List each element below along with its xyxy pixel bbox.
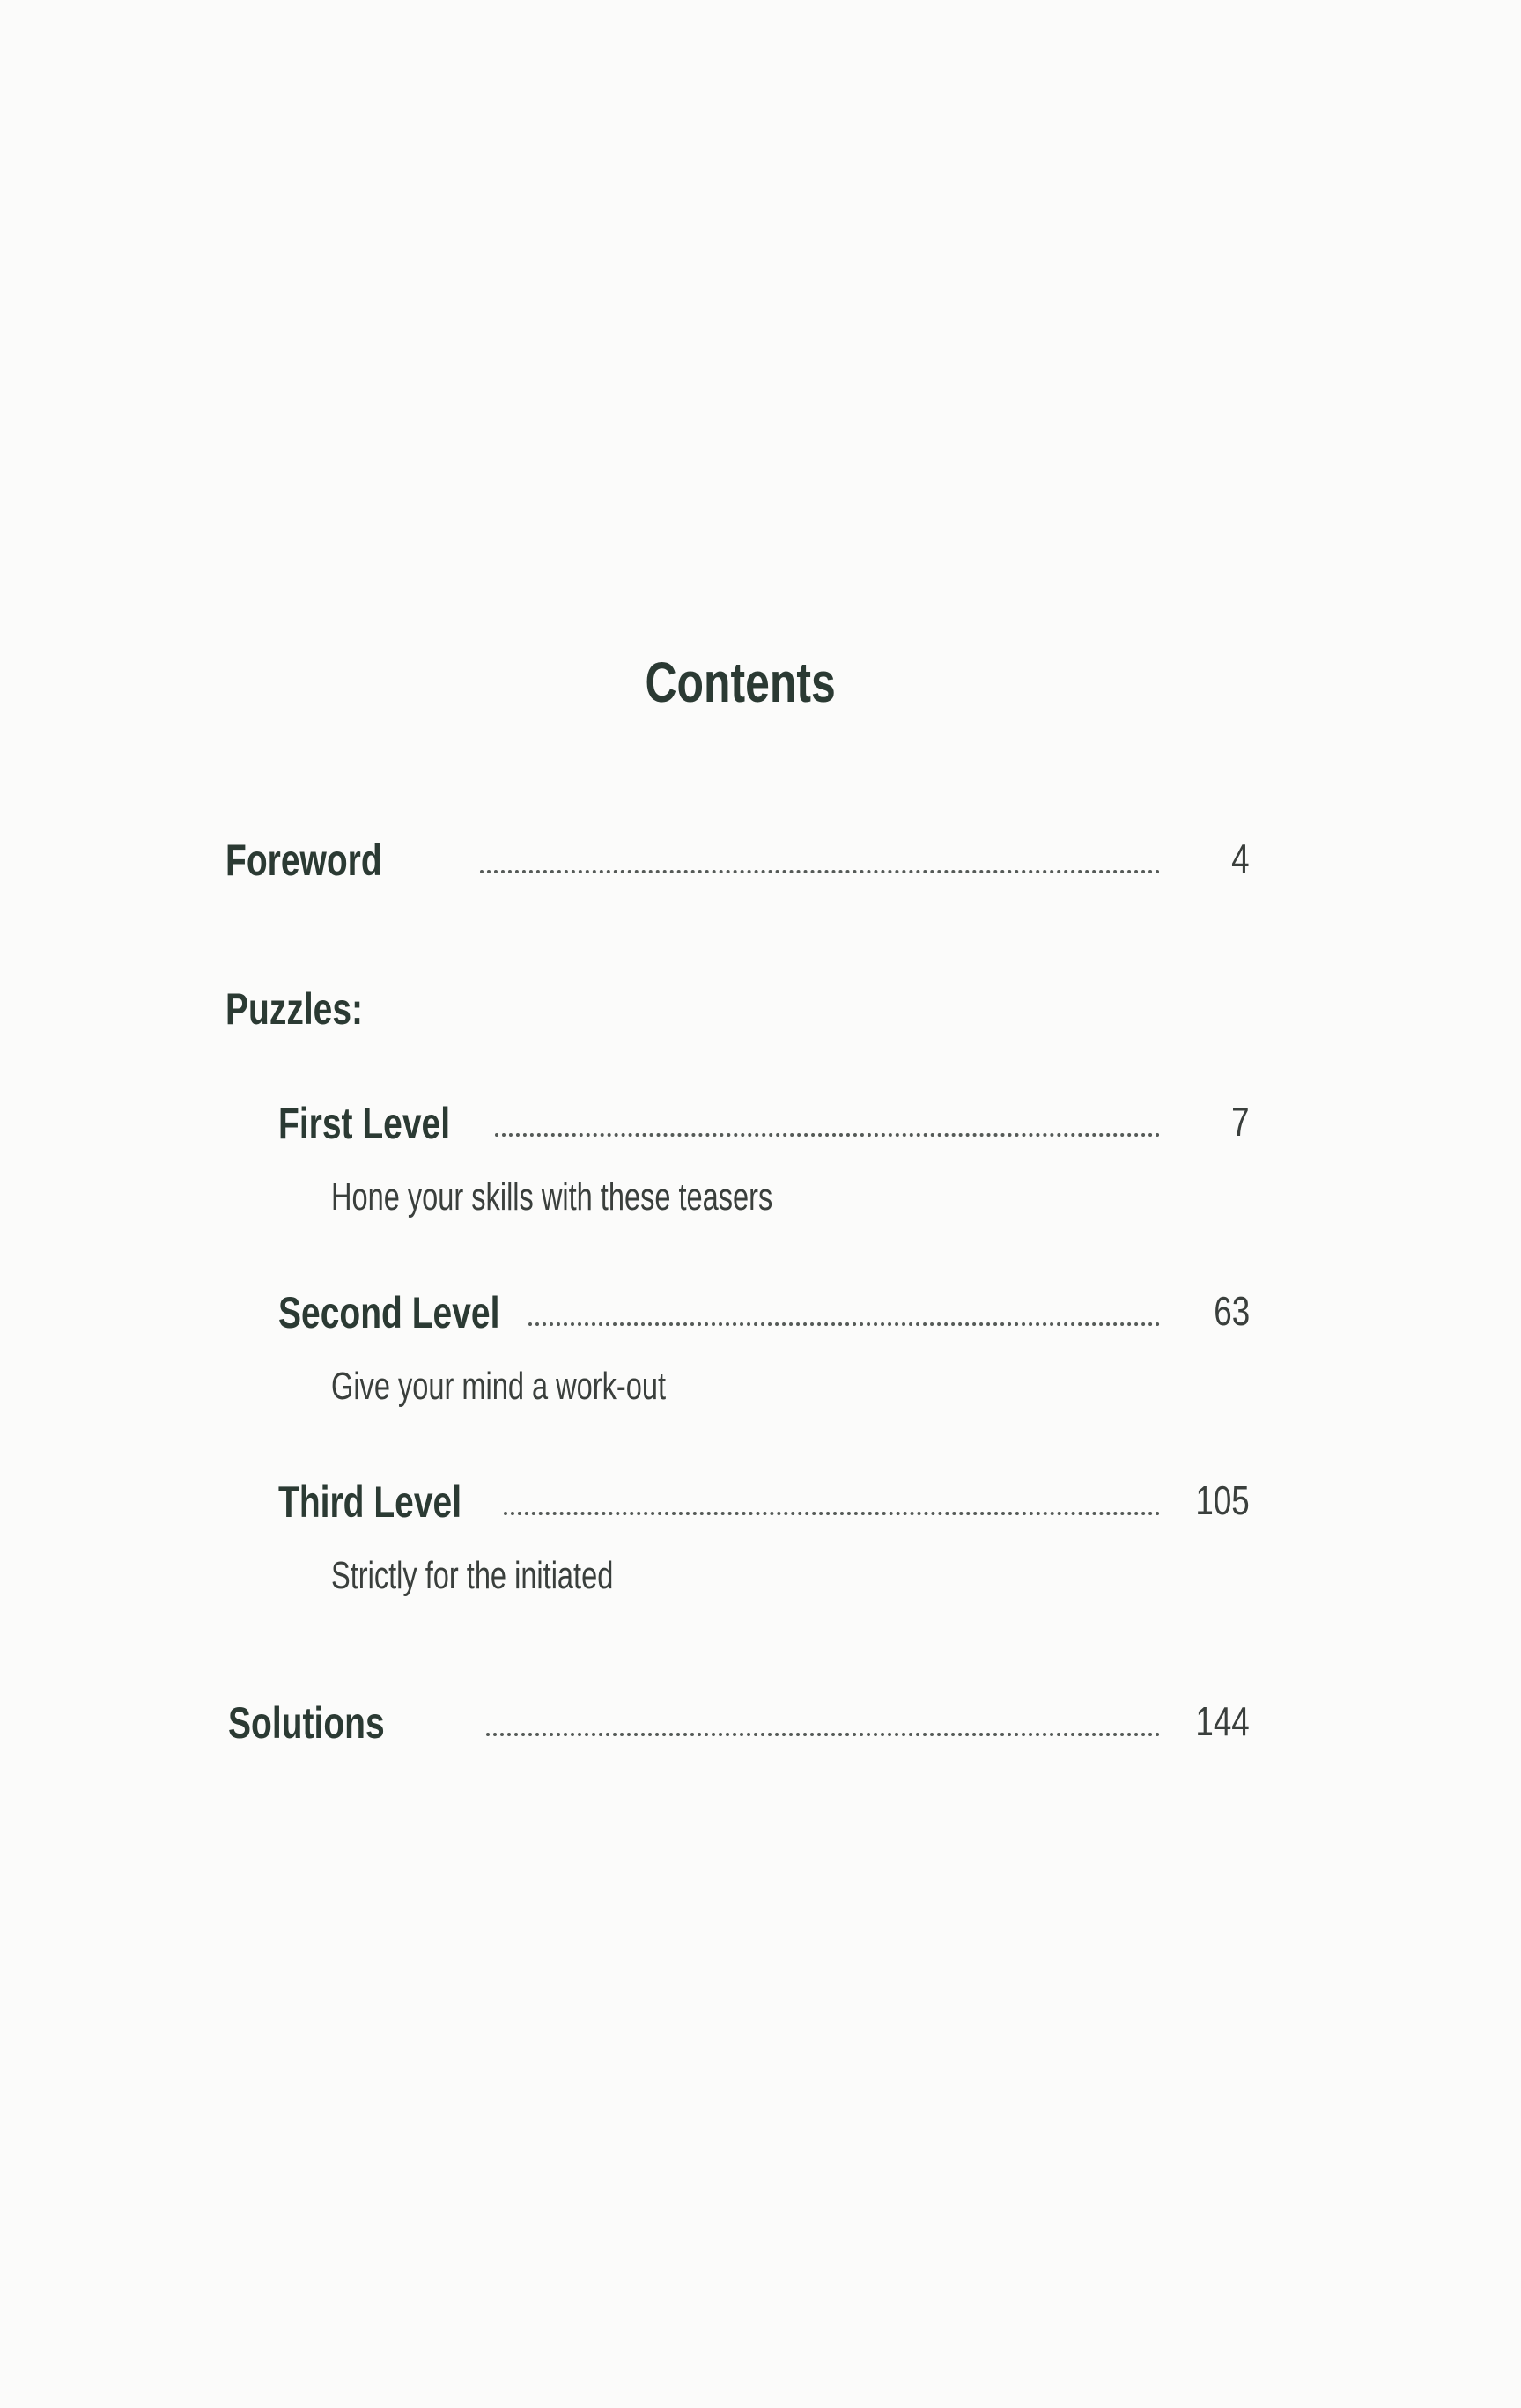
toc-leader-dots — [528, 1322, 1160, 1326]
toc-leader-dots — [504, 1512, 1160, 1515]
toc-entry-solutions-page: 144 — [1195, 1698, 1250, 1744]
toc-entry-third-level-label: Third Level — [278, 1477, 462, 1527]
toc-leader-dots — [480, 870, 1160, 873]
toc-entry-third-level-subtitle: Strictly for the initiated — [331, 1554, 614, 1597]
toc-entry-first-level-subtitle: Hone your skills with these teasers — [331, 1175, 773, 1219]
page-title: Contents — [645, 651, 836, 714]
toc-entry-first-level-page: 7 — [1231, 1099, 1250, 1145]
toc-entry-third-level-page: 105 — [1195, 1477, 1250, 1523]
toc-entry-second-level-subtitle: Give your mind a work-out — [331, 1365, 667, 1408]
toc-entry-foreword-page: 4 — [1231, 836, 1250, 881]
toc-entry-foreword-label: Foreword — [225, 836, 382, 885]
toc-section-puzzles-heading: Puzzles: — [225, 984, 364, 1034]
toc-entry-second-level-label: Second Level — [278, 1288, 500, 1337]
toc-entry-first-level-label: First Level — [278, 1099, 451, 1148]
toc-entry-second-level-page: 63 — [1214, 1288, 1250, 1334]
toc-entry-solutions-label: Solutions — [228, 1698, 385, 1748]
toc-leader-dots — [495, 1133, 1160, 1137]
toc-leader-dots — [486, 1733, 1160, 1736]
